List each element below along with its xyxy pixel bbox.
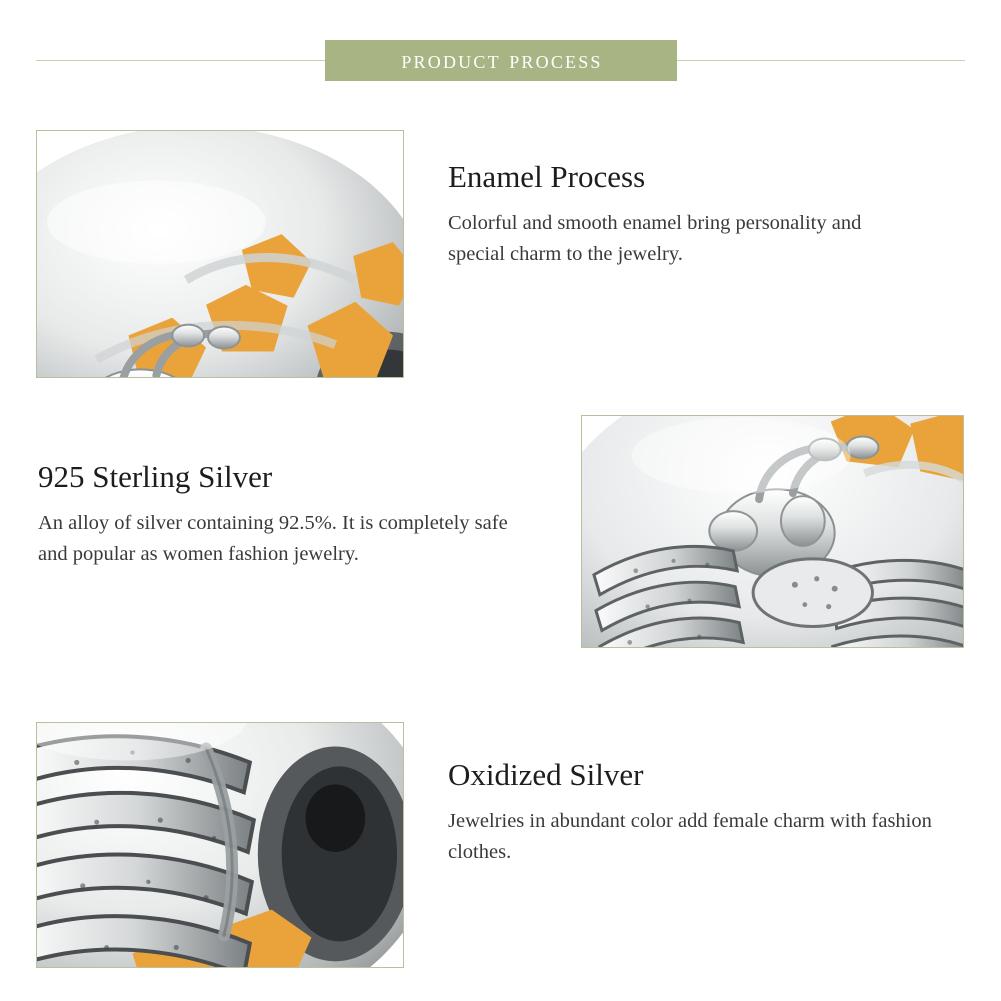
sterling-silver-text (38, 460, 538, 570)
header-tab (325, 40, 677, 81)
section-oxidized-silver (0, 722, 1001, 972)
oxidized-silver-text (448, 758, 948, 868)
sterling-silver-heading: 925 Sterling Silver (38, 459, 273, 494)
sterling-silver-image (581, 415, 964, 648)
page-title: product process (401, 47, 603, 74)
section-sterling-silver (0, 415, 1001, 655)
enamel-bead-image (36, 130, 404, 378)
sterling-silver-artwork (582, 416, 963, 647)
oxidized-silver-heading: Oxidized Silver (448, 757, 644, 792)
enamel-process-heading: Enamel Process (448, 159, 646, 194)
sterling-silver-body: An alloy of silver containing 92.5%. It is completely safe and popular as women fashion jewelry. (38, 512, 508, 566)
section-enamel-process (0, 130, 1001, 395)
enamel-process-text (448, 160, 918, 270)
oxidized-silver-body: Jewelries in abundant color add female charm with fashion clothes. (448, 810, 932, 864)
oxidized-silver-image (36, 722, 404, 968)
oxidized-silver-artwork (37, 723, 403, 967)
enamel-process-body: Colorful and smooth enamel bring personality and special charm to the jewelry. (448, 212, 862, 266)
enamel-bead-artwork (37, 131, 403, 377)
section-header (0, 40, 1001, 82)
